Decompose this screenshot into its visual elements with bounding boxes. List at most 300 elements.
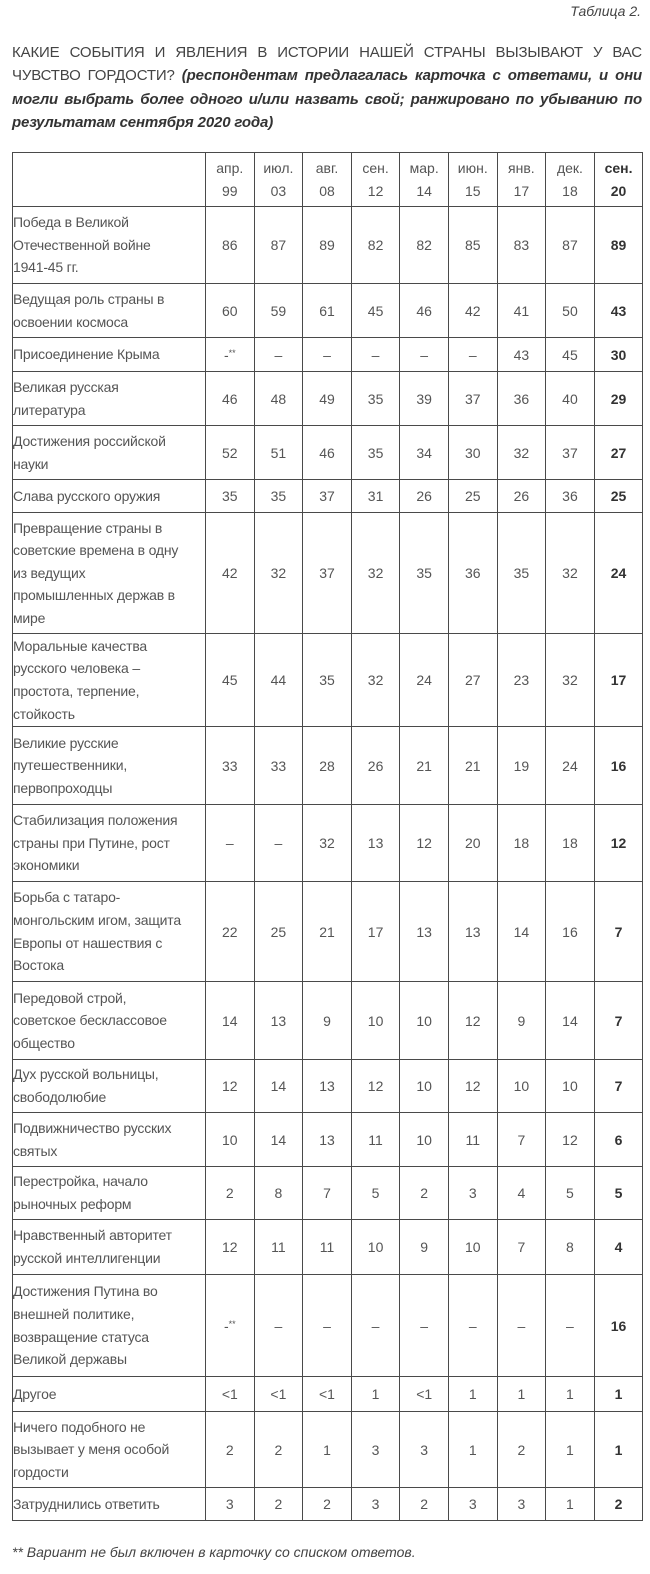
row-label-line: советские времена в одну [13,542,179,559]
value-cell: – [254,805,303,882]
value-cell: – [303,1275,352,1377]
table-row [13,1377,643,1412]
value-cell: 26 [351,727,400,805]
value-cell: 14 [497,882,546,982]
row-label [13,480,206,513]
row-label-line: гордости [13,1463,69,1480]
value-cell: 12 [448,1060,497,1113]
row-label-line: рыночных реформ [13,1196,132,1212]
value-cell: 4 [497,1167,546,1220]
table-row [13,1275,643,1377]
value-cell: 32 [351,634,400,727]
row-label-line: Победа в Великой [13,214,129,231]
footnote-marker: ** [228,1318,236,1329]
value-cell: 29 [594,372,643,426]
value-cell: 10 [448,1220,497,1275]
row-label-line: русского человека – [13,660,140,677]
value-cell: 13 [448,882,497,982]
value-cell: 35 [303,634,352,727]
value-cell: 8 [254,1167,303,1220]
value-cell: 9 [497,982,546,1060]
value-cell: 60 [206,284,255,338]
value-cell: 18 [497,805,546,882]
table-row [13,338,643,372]
column-month: апр. [216,160,244,176]
row-label-line: литература [13,401,86,418]
value-cell: 1 [351,1377,400,1412]
row-label [13,727,206,805]
value-cell: 25 [594,480,643,513]
value-cell: 2 [303,1488,352,1521]
value-cell: 32 [351,513,400,634]
row-label [13,513,206,634]
value-cell: 19 [497,727,546,805]
value-cell: 37 [546,426,595,480]
table-row [13,426,643,480]
value-cell: 2 [206,1167,255,1220]
value-cell: 12 [546,1113,595,1167]
column-header [448,153,497,207]
value-cell: 13 [351,805,400,882]
value-cell: 10 [351,1220,400,1275]
value-cell: 14 [546,982,595,1060]
row-label-line: мире [13,609,46,626]
table-title [12,41,642,135]
value-cell: 2 [254,1488,303,1521]
column-month: июл. [263,160,294,176]
value-cell: 16 [594,727,643,805]
table-row [13,1060,643,1113]
table-row [13,727,643,805]
row-label-line: Перестройка, начало [13,1173,148,1190]
value-cell [206,1275,255,1377]
column-year: 14 [416,182,432,199]
value-cell: 89 [303,207,352,284]
value-cell: 24 [594,513,643,634]
value-cell: 32 [497,426,546,480]
table-row [13,634,643,727]
value-cell: 17 [351,882,400,982]
value-cell: 24 [400,634,449,727]
row-label-line: освоении космоса [13,313,128,330]
column-year: 18 [562,182,578,199]
value-cell: 1 [448,1412,497,1488]
value-cell: 45 [206,634,255,727]
column-year: 08 [319,182,335,199]
value-cell: – [400,338,449,372]
value-cell: 35 [497,513,546,634]
row-label-line: вызывает у меня особой [13,1441,170,1458]
value-cell: 32 [546,513,595,634]
value-cell: 2 [254,1412,303,1488]
row-label-line: возвращение статуса [13,1328,149,1345]
value-cell: 7 [497,1113,546,1167]
column-header [303,153,352,207]
value-cell: 44 [254,634,303,727]
row-label-line: путешественники, [13,757,128,774]
value-cell: 61 [303,284,352,338]
row-label [13,1275,206,1377]
value-cell: 5 [351,1167,400,1220]
row-label-line: науки [13,455,49,472]
value-cell: 11 [351,1113,400,1167]
row-label [13,634,206,727]
value-cell: – [206,805,255,882]
value-cell: 3 [400,1412,449,1488]
value-cell: 36 [448,513,497,634]
row-label-line: страны при Путине, рост [13,834,170,851]
not-offered-dash: - [223,346,229,363]
column-header [594,153,643,207]
value-cell: 10 [497,1060,546,1113]
row-label [13,1060,206,1113]
row-label [13,1488,206,1521]
value-cell: – [448,338,497,372]
row-label-line: Достижения Путина во [13,1283,158,1300]
table-row [13,284,643,338]
row-label-line: свободолюбие [13,1089,107,1105]
value-cell: 46 [400,284,449,338]
value-cell: 86 [206,207,255,284]
value-cell: – [546,1275,595,1377]
row-label [13,1220,206,1275]
table-row [13,207,643,284]
value-cell: 13 [303,1113,352,1167]
value-cell: 32 [546,634,595,727]
value-cell: – [351,1275,400,1377]
value-cell: 7 [594,982,643,1060]
header-corner [13,153,206,207]
row-label-line: русской интеллигенции [13,1250,161,1266]
row-label [13,1412,206,1488]
row-label [13,372,206,426]
table-row [13,1412,643,1488]
value-cell: 43 [497,338,546,372]
value-cell: 46 [303,426,352,480]
row-label [13,982,206,1060]
value-cell: 45 [546,338,595,372]
survey-table [12,152,643,1521]
value-cell: 7 [303,1167,352,1220]
row-label [13,338,206,372]
value-cell: 87 [546,207,595,284]
value-cell: 12 [448,982,497,1060]
row-label-line: Ведущая роль страны в [13,290,165,307]
value-cell: 41 [497,284,546,338]
value-cell: 28 [303,727,352,805]
value-cell: 10 [206,1113,255,1167]
value-cell: 13 [303,1060,352,1113]
value-cell: – [448,1275,497,1377]
value-cell: 23 [497,634,546,727]
table-row [13,1113,643,1167]
value-cell: 87 [254,207,303,284]
value-cell: 12 [206,1060,255,1113]
value-cell: 36 [546,480,595,513]
value-cell: <1 [206,1377,255,1412]
row-label-line: Слава русского оружия [13,487,161,504]
value-cell: 35 [254,480,303,513]
value-cell: – [303,338,352,372]
value-cell: 13 [254,982,303,1060]
value-cell: 1 [448,1377,497,1412]
value-cell: 22 [206,882,255,982]
value-cell: 52 [206,426,255,480]
value-cell: 5 [546,1167,595,1220]
table-row [13,1167,643,1220]
value-cell: 1 [594,1377,643,1412]
column-year: 20 [610,182,627,199]
row-label [13,1377,206,1412]
row-label-line: стойкость [13,705,75,722]
value-cell: 24 [546,727,595,805]
column-header [351,153,400,207]
value-cell: 36 [497,372,546,426]
value-cell: 3 [448,1167,497,1220]
value-cell: 37 [448,372,497,426]
value-cell: – [497,1275,546,1377]
column-year: 12 [367,182,384,199]
row-label-line: Ничего подобного не [13,1418,146,1435]
value-cell: 42 [206,513,255,634]
value-cell: 1 [546,1412,595,1488]
row-label-line: первопроходцы [13,779,113,796]
value-cell: 2 [400,1167,449,1220]
row-label-line: общество [13,1034,75,1051]
value-cell: <1 [303,1377,352,1412]
not-offered-dash: - [223,1317,229,1334]
value-cell: 7 [497,1220,546,1275]
column-year: 99 [222,182,238,199]
value-cell: 39 [400,372,449,426]
value-cell: 16 [546,882,595,982]
row-label-line: 1941-45 гг. [13,259,79,276]
table-row [13,1488,643,1521]
value-cell: 43 [594,284,643,338]
value-cell: 7 [594,882,643,982]
value-cell: 2 [206,1412,255,1488]
value-cell: 10 [400,1113,449,1167]
value-cell: 1 [303,1412,352,1488]
value-cell: 40 [546,372,595,426]
value-cell: – [400,1275,449,1377]
row-label-line: Подвижничество русских [13,1119,172,1136]
row-label-line: Достижения российской [13,432,166,449]
value-cell: 25 [254,882,303,982]
table-row [13,1220,643,1275]
value-cell: 10 [400,1060,449,1113]
footnote: ** Вариант не был включен в карточку со списком ответов. [12,1544,416,1560]
value-cell: 82 [400,207,449,284]
table-caption: Таблица 2. [570,3,641,19]
row-label-line: Моральные качества [13,637,147,654]
table-body [13,207,643,1521]
row-label [13,805,206,882]
value-cell: 11 [448,1113,497,1167]
column-month: сен. [604,160,633,176]
value-cell: 14 [254,1113,303,1167]
value-cell: 33 [254,727,303,805]
value-cell: 18 [546,805,595,882]
row-label-line: Присоединение Крыма [13,346,160,363]
value-cell: 49 [303,372,352,426]
value-cell: 3 [448,1488,497,1521]
value-cell: 7 [594,1060,643,1113]
table-row [13,805,643,882]
column-header [400,153,449,207]
row-label-line: Великой державы [13,1351,127,1368]
column-month: июн. [457,160,488,176]
value-cell: 2 [594,1488,643,1521]
row-label-line: промышленных держав в [13,587,175,604]
column-year: 15 [464,182,481,199]
value-cell: 30 [448,426,497,480]
value-cell: 11 [254,1220,303,1275]
value-cell: 3 [497,1488,546,1521]
row-label [13,426,206,480]
value-cell: 83 [497,207,546,284]
column-header [206,153,255,207]
value-cell: 3 [206,1488,255,1521]
value-cell: 1 [546,1377,595,1412]
column-header [497,153,546,207]
value-cell [206,338,255,372]
value-cell: 26 [400,480,449,513]
title-question: КАКИЕ СОБЫТИЯ И ЯВЛЕНИЯ В ИСТОРИИ НАШЕЙ СТРАНЫ ВЫЗЫВАЮТ У ВАС ЧУВСТВО ГОРДОСТИ? [12,44,642,85]
value-cell: 10 [400,982,449,1060]
row-label-line: Отечественной войне [13,236,151,253]
column-month: дек. [556,160,583,176]
value-cell: 2 [497,1412,546,1488]
value-cell: 12 [206,1220,255,1275]
footnote-marker: ** [228,347,236,358]
row-label-line: внешней политике, [13,1305,135,1322]
value-cell: 4 [594,1220,643,1275]
value-cell: 6 [594,1113,643,1167]
value-cell: 10 [546,1060,595,1113]
value-cell: 27 [448,634,497,727]
row-label-line: Передовой строй, [13,989,127,1006]
value-cell: 2 [400,1488,449,1521]
value-cell: 50 [546,284,595,338]
value-cell: 5 [594,1167,643,1220]
table-row [13,480,643,513]
table-row [13,513,643,634]
row-label [13,207,206,284]
value-cell: 48 [254,372,303,426]
row-label-line: Нравственный авторитет [13,1227,172,1244]
value-cell: 9 [400,1220,449,1275]
value-cell: 8 [546,1220,595,1275]
value-cell: <1 [254,1377,303,1412]
value-cell: 25 [448,480,497,513]
value-cell: 14 [206,982,255,1060]
header-row [13,153,643,207]
value-cell: 21 [448,727,497,805]
row-label-line: Борьба с татаро- [13,889,121,906]
row-label-line: монгольским игом, защита [13,911,181,928]
value-cell: 10 [351,982,400,1060]
value-cell: 35 [351,372,400,426]
row-label-line: Затруднились ответить [13,1495,160,1512]
value-cell: 45 [351,284,400,338]
value-cell: 3 [351,1412,400,1488]
value-cell: 3 [351,1488,400,1521]
value-cell: 82 [351,207,400,284]
table-row [13,982,643,1060]
value-cell: 1 [594,1412,643,1488]
value-cell: 13 [400,882,449,982]
value-cell: 35 [206,480,255,513]
row-label [13,1167,206,1220]
row-label [13,284,206,338]
row-label-line: Востока [13,957,64,974]
value-cell: 33 [206,727,255,805]
column-month: мар. [409,160,439,176]
value-cell: 20 [448,805,497,882]
column-year: 03 [270,182,287,199]
value-cell: 11 [303,1220,352,1275]
column-month: сен. [362,160,389,176]
title-note: (респондентам предлагалась карточка с ответами, и они могли выбрать более одного и/или назвать свой; ранжировано по убыванию по результатам сентября 2020 года) [12,67,643,132]
value-cell: 34 [400,426,449,480]
value-cell: 14 [254,1060,303,1113]
value-cell: 12 [400,805,449,882]
row-label [13,882,206,982]
value-cell: 17 [594,634,643,727]
value-cell: 21 [400,727,449,805]
row-label-line: Европы от нашествия с [13,934,163,951]
value-cell: 85 [448,207,497,284]
value-cell: 26 [497,480,546,513]
value-cell: 1 [497,1377,546,1412]
value-cell: 42 [448,284,497,338]
column-header [254,153,303,207]
value-cell: 1 [546,1488,595,1521]
value-cell: – [254,1275,303,1377]
value-cell: 30 [594,338,643,372]
value-cell: 46 [206,372,255,426]
row-label-line: советское бесклассовое [13,1012,167,1029]
value-cell: 31 [351,480,400,513]
column-month: янв. [508,160,535,176]
column-year: 17 [513,182,530,199]
value-cell: 12 [351,1060,400,1113]
row-label-line: Стабилизация положения [13,812,178,829]
value-cell: 35 [351,426,400,480]
row-label-line: Превращение страны в [13,519,163,536]
value-cell: 37 [303,480,352,513]
value-cell: 9 [303,982,352,1060]
value-cell: 32 [303,805,352,882]
value-cell: 59 [254,284,303,338]
table-row [13,882,643,982]
row-label-line: святых [13,1142,58,1159]
row-label-line: экономики [13,857,80,874]
value-cell: 16 [594,1275,643,1377]
row-label-line: Великие русские [13,734,119,751]
table-row [13,372,643,426]
row-label-line: из ведущих [13,564,86,581]
row-label-line: Великая русская [13,378,119,395]
row-label-line: Дух русской вольницы, [13,1066,159,1083]
value-cell: 12 [594,805,643,882]
column-header [546,153,595,207]
value-cell: 89 [594,207,643,284]
value-cell: <1 [400,1377,449,1412]
value-cell: 51 [254,426,303,480]
value-cell: 32 [254,513,303,634]
